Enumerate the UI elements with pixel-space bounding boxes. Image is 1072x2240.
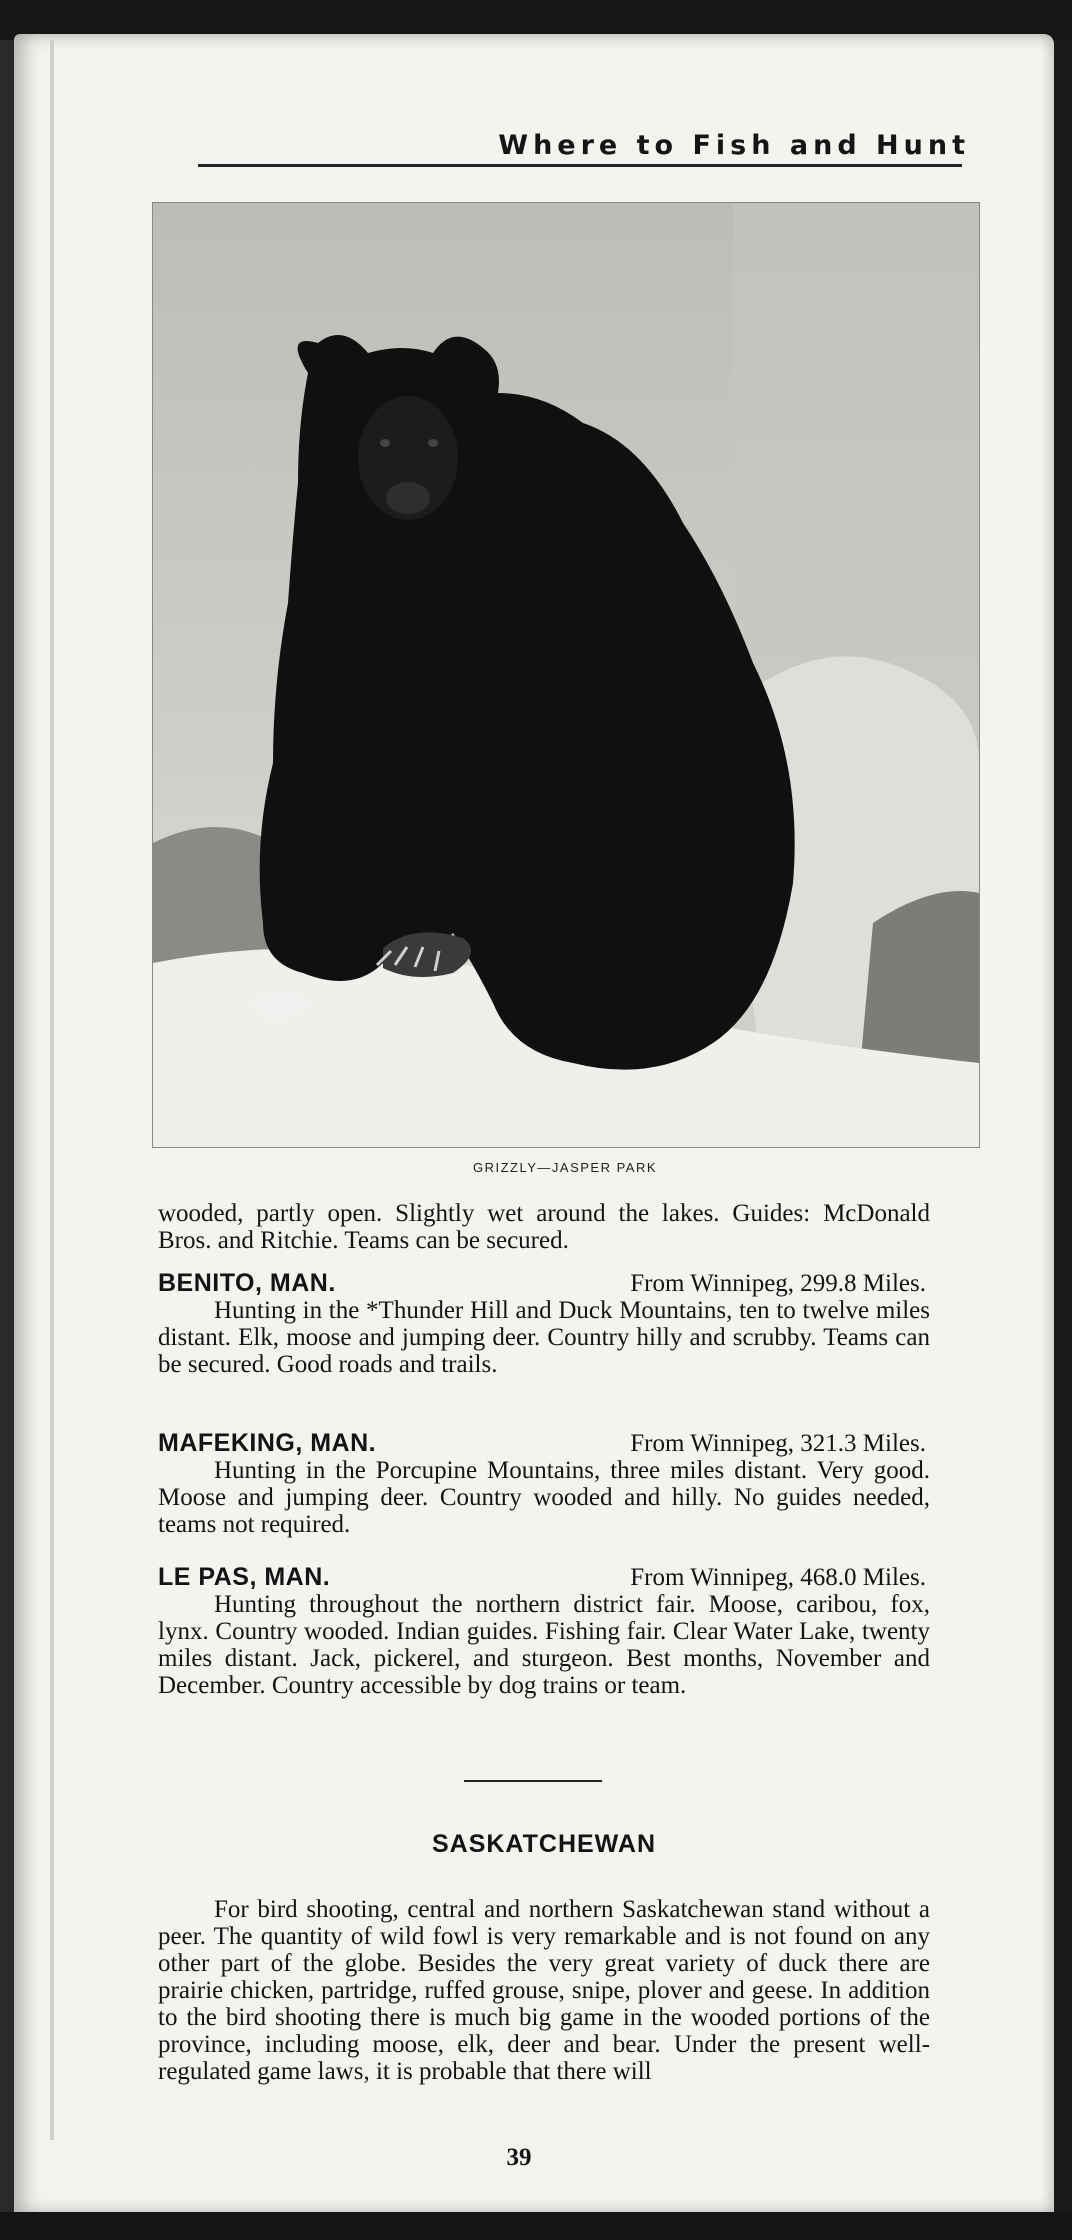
entry-text: Hunting in the Porcupine Mountains, three miles distant. Very good. Moose and jumping deer. Country wooded and hilly. No guides needed, teams not required. [158, 1457, 930, 1538]
intro-paragraph: wooded, partly open. Slightly wet around the lakes. Guides: McDonald Bros. and Ritchie. Teams can be secured. [158, 1200, 930, 1254]
section-paragraph: For bird shooting, central and northern Saskatchewan stand without a peer. The quantity of wild fowl is very remarkable and is not found on any other part of the globe. Besides the very great variety of duck there are prairie chicken, partridge, ruffed grouse, snipe, plover and geese. In addition to the bird shooting there is much big game in the wooded portions of the province, including moose, elk, deer and bear. Under the present well-regulated game laws, it is probable that there will [158, 1896, 930, 2085]
entry-place: MAFEKING, MAN. [158, 1429, 377, 1457]
scan-bottom-edge [0, 2212, 1072, 2240]
entry-text: Hunting in the *Thunder Hill and Duck Mountains, ten to twelve miles distant. Elk, moose and jumping deer. Country hilly and scrubby. Teams can be secured. Good roads and trails. [158, 1297, 930, 1378]
grizzly-photo [152, 202, 980, 1148]
entry-mafeking [158, 1430, 930, 1538]
entry-le-pas [158, 1564, 930, 1699]
page-number: 39 [506, 2144, 532, 2171]
page-spine-shadow [50, 40, 54, 2140]
photo-caption: GRIZZLY—JASPER PARK [472, 1160, 658, 1175]
entry-text: Hunting throughout the northern district fair. Moose, caribou, fox, lynx. Country wooded. Indian guides. Fishing fair. Clear Water Lake, twenty miles distant. Jack, pickerel, and sturgeon. Best months, November and December. Country accessible by dog trains or team. [158, 1591, 930, 1699]
entry-distance: From Winnipeg, 321.3 Miles. [630, 1430, 926, 1457]
section-divider [464, 1780, 602, 1782]
bear-illustration [153, 203, 979, 1147]
entry-place: BENITO, MAN. [158, 1269, 336, 1297]
section-title: SASKATCHEWAN [431, 1830, 657, 1858]
entry-place: LE PAS, MAN. [158, 1563, 331, 1591]
running-header: Where to Fish and Hunt [498, 130, 970, 161]
entry-distance: From Winnipeg, 299.8 Miles. [630, 1270, 926, 1297]
entry-benito [158, 1270, 930, 1378]
entry-distance: From Winnipeg, 468.0 Miles. [630, 1564, 926, 1591]
header-rule [198, 164, 962, 167]
